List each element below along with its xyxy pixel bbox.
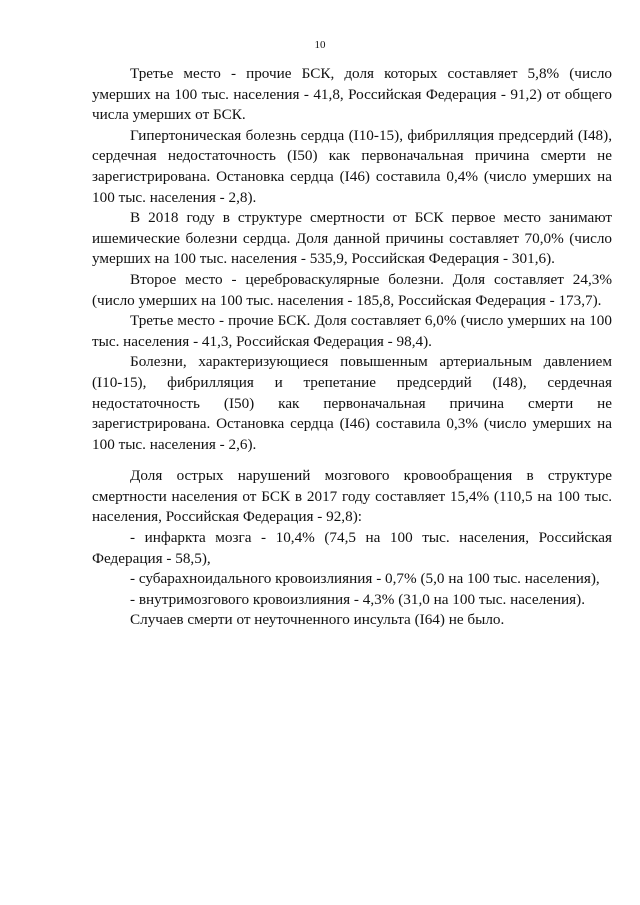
paragraph-hypertension-2018: Болезни, характеризующиеся повышенным артериальным давлением (I10-15), фибрилляция и трепетание предсердий (I48), сердечная недостаточность (I50) как первоначальная причина смерти не зарегистрирована. Остановка сердца (I46) составила 0,3% (число умерших на 100 тыс. населения - 2,6). — [92, 353, 612, 453]
list-item-brain-infarction: - инфаркта мозга - 10,4% (74,5 на 100 тыс. населения, Российская Федерация - 58,5), — [92, 529, 612, 567]
paragraph-hypertension-2017: Гипертоническая болезнь сердца (I10-15), фибрилляция предсердий (I48), сердечная недостаточность (I50) как первоначальная причина смерти не зарегистрирована. Остановка сердца (I46) составила 0,4% (число умерших на 100 тыс. населения - 2,8). — [92, 126, 612, 206]
page-number: 10 — [314, 39, 326, 51]
paragraph-unspecified-stroke: Случаев смерти от неуточненного инсульта (I64) не было. — [130, 611, 505, 629]
paragraph-2018-second-place: Второе место - цереброваскулярные болезни. Доля составляет 24,3% (число умерших на 100 тыс. населения - 185,8, Российская Федерация - 173,7). — [92, 270, 612, 309]
paragraph-stroke-share: Доля острых нарушений мозгового кровообращения в структуре смертности населения от БСК в 2017 году составляет 15,4% (110,5 на 100 тыс. населения, Российская Федерация - 92,8): — [92, 467, 612, 526]
list-item-intracerebral-hemorrhage: - внутримозгового кровоизлияния - 4,3% (31,0 на 100 тыс. населения). — [130, 590, 586, 608]
document-body — [92, 64, 612, 631]
paragraph-2018-first-place: В 2018 году в структуре смертности от БСК первое место занимают ишемические болезни сердца. Доля данной причины составляет 70,0% (число умерших на 100 тыс. населения - 535,9, Российская Федерация - 301,6). — [92, 209, 612, 268]
paragraph-third-place-2017: Третье место - прочие БСК, доля которых составляет 5,8% (число умерших на 100 тыс. населения - 41,8, Российская Федерация - 91,2) от общего числа умерших от БСК. — [92, 65, 612, 124]
paragraph-2018-third-place: Третье место - прочие БСК. Доля составляет 6,0% (число умерших на 100 тыс. населения - 41,3, Российская Федерация - 98,4). — [92, 312, 612, 350]
list-item-subarachnoid-hemorrhage: - субарахноидального кровоизлияния - 0,7% (5,0 на 100 тыс. населения), — [130, 570, 600, 588]
